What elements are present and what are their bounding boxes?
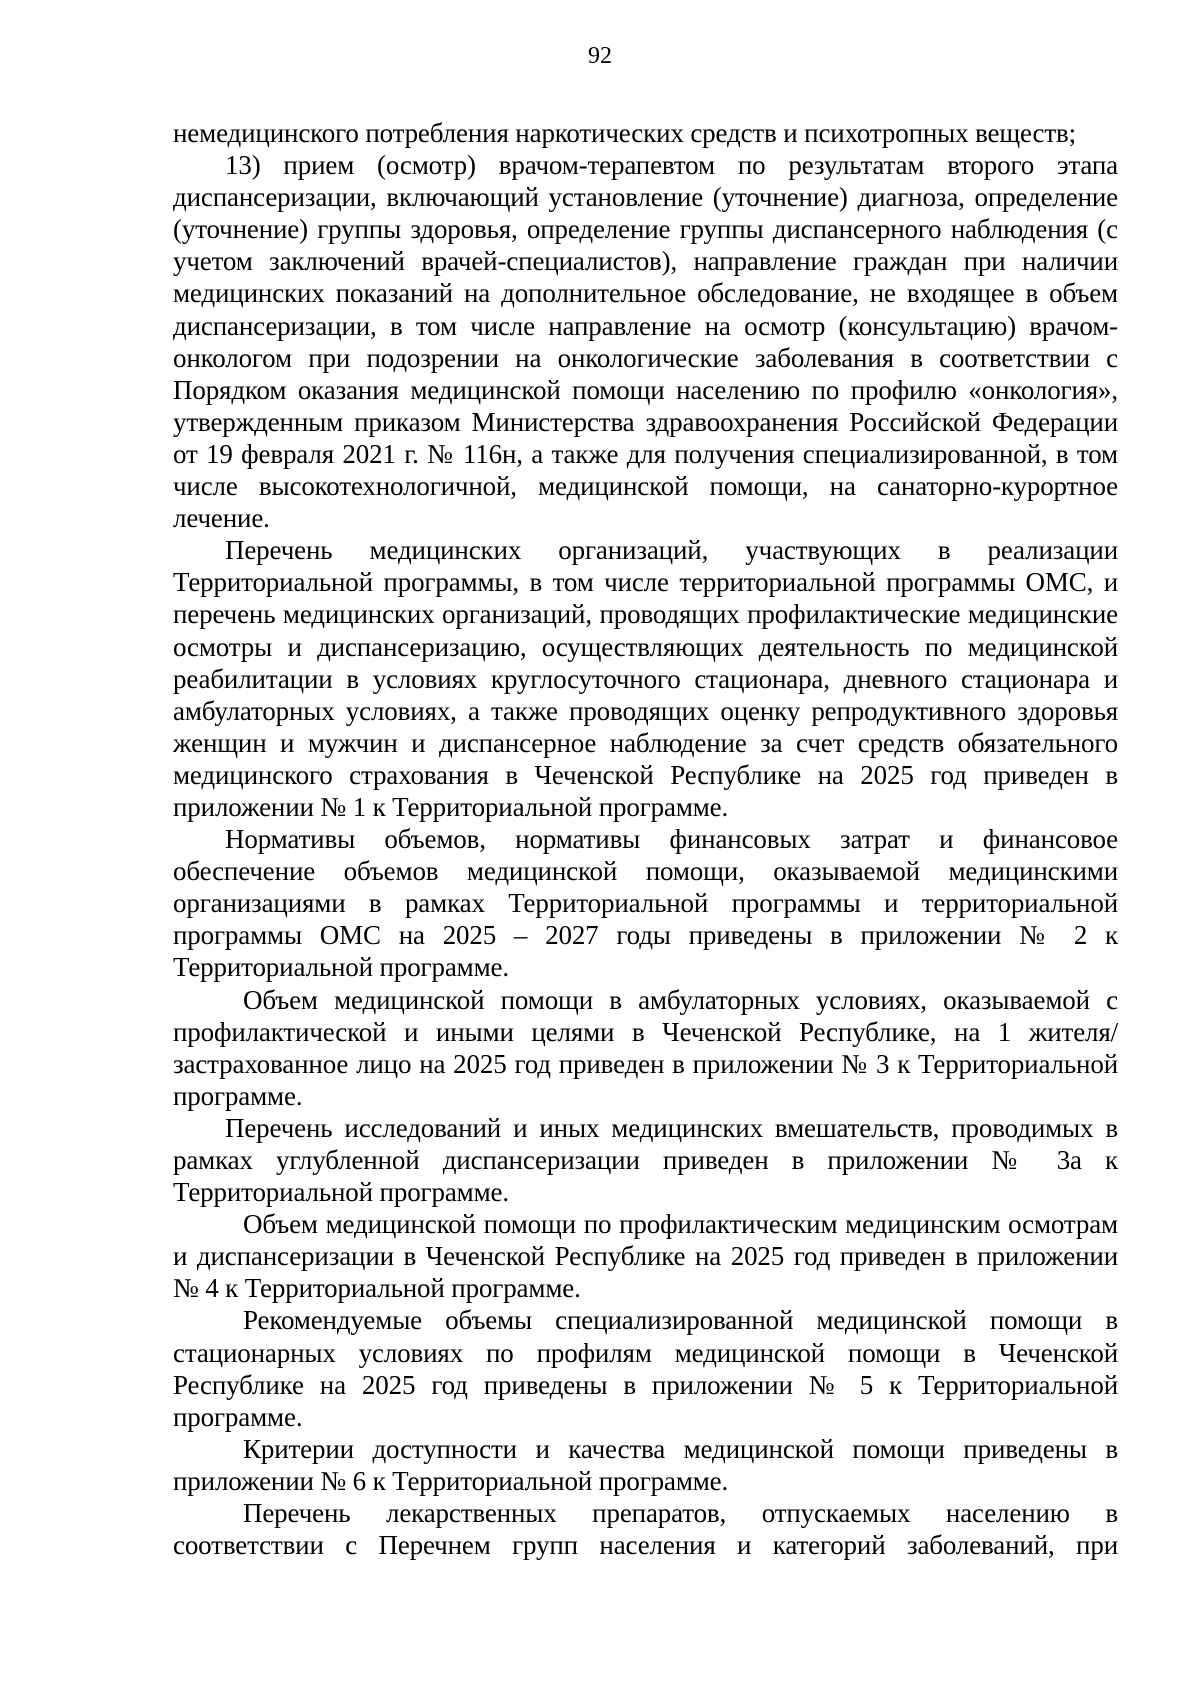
document-body [173,117,1118,1561]
paragraph-outpatient-volume: Объем медицинской помощи в амбулаторных условиях, оказываемой с профилактической и иными целями в Чеченской Республике, на 1 жителя/застрахованное лицо на 2025 год приведен в приложении № 3 к Территориальной программе. [173,984,1118,1111]
paragraph-medicines-list: Перечень лекарственных препаратов, отпускаемых населению в соответствии с Перечнем групп населения и категорий заболеваний, при [173,1498,1118,1561]
paragraph-continuation: немедицинского потребления наркотических средств и психотропных веществ; [173,118,1076,148]
paragraph-volume-standards: Нормативы объемов, нормативы финансовых затрат и финансовое обеспечение объемов медицинской помощи, оказываемой медицинскими организациями в рамках Территориальной программы и территориальной программы ОМС на 2025 – 2027 годы приведены в приложении № 2 к Территориальной программе. [173,824,1118,983]
paragraph-specialized-care-volume: Рекомендуемые объемы специализированной медицинской помощи в стационарных условиях по профилям медицинской помощи в Чеченской Республике на 2025 год приведены в приложении № 5 к Территориальной программе. [173,1305,1118,1432]
paragraph-preventive-examinations-volume: Объем медицинской помощи по профилактическим медицинским осмотрам и диспансеризации в Чеченской Республике на 2025 год приведен в приложении № 4 к Территориальной программе. [173,1209,1118,1304]
paragraph-in-depth-examinations: Перечень исследований и иных медицинских вмешательств, проводимых в рамках углубленной диспансеризации приведен в приложении № 3а к Территориальной программе. [173,1112,1118,1208]
page-number: 92 [588,43,612,69]
paragraph-medical-organizations-list: Перечень медицинских организаций, участвующих в реализации Территориальной программы, в том числе территориальной программы ОМС, и перечень медицинских организаций, проводящих профилактические медицинские осмотры и диспансеризацию, осуществляющих деятельность по медицинской реабилитации в условиях круглосуточного стационара, дневного стационара и амбулаторных условиях, а также проводящих оценку репродуктивного здоровья женщин и мужчин и диспансерное наблюдение за счет средств обязательного медицинского страхования в Чеченской Республике на 2025 год приведен в приложении № 1 к Территориальной программе. [173,535,1118,822]
paragraph-item-13: 13) прием (осмотр) врачом-терапевтом по результатам второго этапа диспансеризации, включающий установление (уточнение) диагноза, определение (уточнение) группы здоровья, определение группы диспансерного наблюдения (с учетом заключений врачей-специалистов), направление граждан при наличии медицинских показаний на дополнительное обследование, не входящее в объем диспансеризации, в том числе направление на осмотр (консультацию) врачом-онкологом при подозрении на онкологические заболевания в соответствии с Порядком оказания медицинской помощи населению по профилю «онкология», утвержденным приказом Министерства здравоохранения Российской Федерации от 19 февраля 2021 г. № 116н, а также для получения специализированной, в том числе высокотехнологичной, медицинской помощи, на санаторно-курортное лечение. [173,150,1118,534]
paragraph-quality-criteria: Критерии доступности и качества медицинской помощи приведены в приложении № 6 к Территориальной программе. [173,1433,1118,1496]
